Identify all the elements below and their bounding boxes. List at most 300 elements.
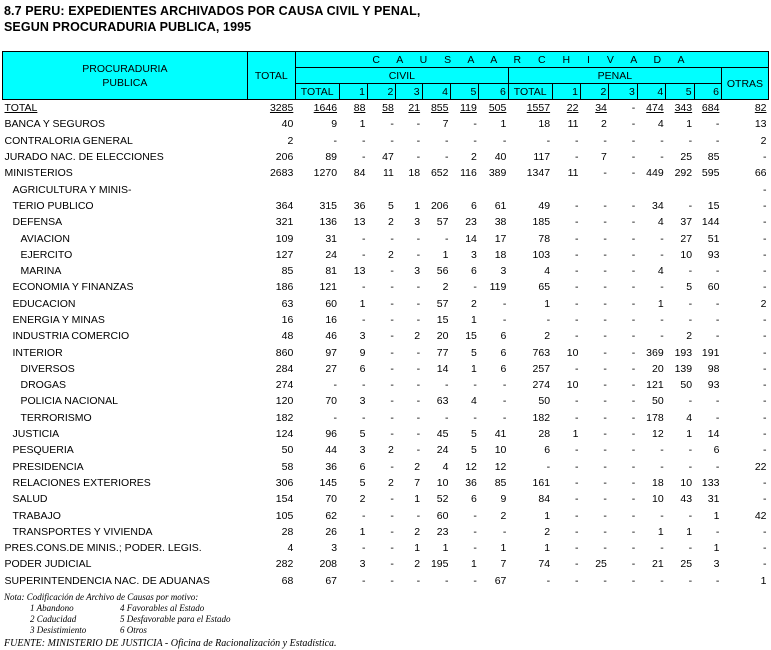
header-otras: OTRAS — [721, 68, 768, 100]
table-cell: 15 — [465, 330, 477, 343]
table-cell: 1 — [359, 297, 366, 310]
table-cell: 82 — [754, 102, 767, 115]
table-cell: - — [631, 232, 636, 245]
table-cell: 206 — [275, 151, 294, 164]
table-cell: - — [416, 509, 421, 522]
table-cell: 2683 — [269, 167, 294, 180]
table-cell: 1 — [657, 525, 664, 538]
table-cell: 193 — [674, 346, 693, 359]
table-cell: - — [763, 216, 767, 229]
table-cell: - — [603, 460, 607, 473]
table-cell: - — [473, 411, 477, 424]
table-cell: 1 — [544, 297, 551, 310]
table-cell: - — [574, 248, 579, 261]
table-cell: 3 — [414, 265, 421, 278]
table-cell: 18 — [538, 118, 551, 131]
table-cell: - — [603, 509, 607, 522]
table-cell: 186 — [275, 281, 294, 294]
table-cell: 58 — [382, 102, 394, 115]
table-cell: 5 — [471, 444, 477, 457]
table-cell: 28 — [281, 525, 294, 538]
table-cell: 321 — [275, 216, 294, 229]
table-cell: - — [416, 444, 421, 457]
table-cell: - — [763, 444, 767, 457]
table-cell: - — [660, 314, 664, 326]
table-cell: 20 — [436, 330, 449, 343]
subheader-cell: 1 — [552, 84, 580, 100]
table-cell: - — [574, 509, 579, 522]
title-line-2: SEGUN PROCURADURIA PUBLICA, 1995 — [4, 20, 252, 34]
table-cell: 11 — [382, 167, 394, 180]
table-cell: - — [763, 199, 767, 212]
table-cell: - — [763, 379, 767, 392]
table-body — [3, 100, 769, 589]
table-cell: 109 — [275, 232, 294, 245]
table-cell: - — [416, 362, 421, 375]
table-cell: 2 — [414, 525, 421, 538]
table-cell: 5 — [359, 428, 366, 441]
table-cell: 10 — [436, 476, 449, 489]
table-cell: - — [688, 314, 693, 326]
table-cell: 67 — [325, 574, 338, 587]
table-cell: 5 — [471, 346, 477, 359]
table-cell: - — [574, 297, 579, 310]
table-cell: - — [688, 134, 693, 147]
table-cell: - — [390, 232, 394, 245]
table-row — [3, 149, 769, 165]
table-cell: 6 — [471, 199, 477, 212]
table-cell — [479, 181, 509, 197]
table-cell: - — [603, 476, 607, 489]
table-row — [3, 410, 769, 426]
row-label: EJERCITO — [20, 248, 73, 261]
table-cell: - — [574, 281, 579, 294]
table-cell: 12 — [652, 428, 664, 441]
table-cell: 97 — [325, 346, 338, 359]
table-cell: - — [603, 525, 607, 538]
header-penal: PENAL — [508, 68, 721, 84]
table-cell: 10 — [566, 379, 579, 392]
table-cell: - — [574, 265, 579, 278]
table-cell: 66 — [754, 167, 767, 180]
table-cell: - — [361, 134, 366, 147]
table-cell: - — [574, 574, 579, 587]
table-cell: - — [361, 411, 366, 424]
table-cell: - — [631, 428, 636, 441]
table-cell: - — [603, 216, 607, 229]
table-cell: 60 — [707, 281, 720, 294]
table-cell: - — [660, 232, 664, 245]
table-cell: - — [546, 460, 551, 473]
table-cell: 1 — [686, 525, 693, 538]
table-cell: 282 — [275, 558, 294, 571]
table-cell: - — [390, 118, 394, 131]
table-cell: 51 — [707, 232, 720, 245]
table-row — [3, 312, 769, 328]
table-cell: - — [390, 346, 394, 359]
table-cell: 70 — [325, 395, 338, 408]
subheader-cell: 4 — [637, 84, 665, 100]
table-cell: 1 — [500, 542, 507, 555]
table-cell: 364 — [275, 199, 294, 212]
table-cell: 6 — [713, 444, 720, 457]
table-cell: 3 — [359, 330, 366, 343]
table-cell: 116 — [460, 167, 477, 180]
table-cell: - — [473, 281, 477, 294]
table-cell: - — [333, 379, 338, 392]
table-cell: - — [763, 428, 767, 441]
table-cell: - — [390, 558, 394, 571]
table-cell: 3 — [359, 444, 366, 457]
table-cell: 93 — [707, 248, 720, 261]
table-cell: 274 — [275, 379, 294, 392]
table-cell: - — [603, 411, 607, 424]
table-cell: 28 — [538, 428, 551, 441]
table-cell — [367, 181, 395, 197]
table-cell: - — [688, 395, 693, 408]
table-cell: - — [546, 574, 551, 587]
table-cell: 56 — [436, 265, 449, 278]
table-cell: 17 — [494, 232, 507, 245]
table-row — [3, 263, 769, 279]
table-cell: - — [763, 330, 767, 343]
table-cell: - — [416, 248, 421, 261]
table-cell: 195 — [430, 558, 449, 571]
table-cell: 85 — [707, 151, 720, 164]
table-cell: 14 — [707, 428, 720, 441]
table-row — [3, 361, 769, 377]
table-cell: - — [631, 362, 636, 375]
table-cell: 2 — [388, 248, 394, 261]
table-cell: - — [763, 411, 767, 424]
table-cell: - — [631, 265, 636, 278]
table-cell: - — [763, 281, 767, 294]
table-cell: - — [660, 248, 664, 261]
table-cell: - — [631, 493, 636, 506]
table-cell: 98 — [707, 362, 720, 375]
table-cell: 6 — [544, 444, 551, 457]
table-cell: 23 — [436, 525, 449, 538]
table-cell: - — [603, 395, 607, 408]
table-cell: 88 — [353, 102, 366, 115]
source-note: FUENTE: MINISTERIO DE JUSTICIA - Oficina de Racionalización y Estadística. — [4, 638, 337, 649]
table-cell: 7 — [414, 476, 421, 489]
table-cell: - — [546, 314, 551, 326]
table-row — [3, 491, 769, 507]
table-cell: 5 — [359, 476, 366, 489]
table-cell: 121 — [646, 379, 664, 392]
table-cell: - — [574, 525, 579, 538]
row-label: TRABAJO — [12, 509, 61, 522]
table-cell: 63 — [436, 395, 449, 408]
table-cell: 684 — [701, 102, 720, 115]
table-cell: 2 — [471, 151, 477, 164]
table-cell: - — [631, 525, 636, 538]
table-cell: 27 — [325, 362, 338, 375]
subheader-cell: 3 — [396, 84, 422, 100]
table-cell: - — [631, 118, 636, 131]
row-label: PESQUERIA — [12, 444, 74, 457]
table-cell: - — [631, 460, 636, 473]
table-cell: 6 — [471, 265, 477, 278]
table-cell: - — [660, 509, 664, 522]
table-cell: 42 — [754, 509, 767, 522]
row-label: PRES.CONS.DE MINIS.; PODER. LEGIS. — [4, 542, 202, 555]
note-code: 6 Otros — [120, 625, 147, 635]
row-label: PODER JUDICIAL — [4, 558, 92, 571]
table-cell: 78 — [538, 232, 551, 245]
row-label: TRANSPORTES Y VIVIENDA — [12, 525, 153, 538]
table-cell: 23 — [465, 216, 477, 229]
table-cell: - — [631, 167, 636, 180]
table-cell: 4 — [657, 118, 664, 131]
row-label: ENERGIA Y MINAS — [12, 314, 105, 326]
table-cell: - — [631, 411, 636, 424]
table-cell: - — [416, 346, 421, 359]
table-cell: 16 — [281, 314, 294, 326]
header-civil: CIVIL — [295, 68, 508, 84]
table-cell: 49 — [538, 199, 551, 212]
table-cell: - — [715, 314, 720, 326]
table-cell: - — [416, 314, 421, 326]
table-row — [3, 133, 769, 149]
table-cell: 1 — [544, 509, 551, 522]
table-cell: 1 — [359, 525, 366, 538]
table-cell: - — [631, 199, 636, 212]
table-cell: 15 — [707, 199, 720, 212]
table-cell — [450, 181, 478, 197]
table-cell: 13 — [353, 216, 366, 229]
table-cell: - — [502, 314, 507, 326]
table-cell: 36 — [325, 460, 338, 473]
table-cell: 48 — [281, 330, 294, 343]
table-cell: - — [603, 199, 607, 212]
table-row — [3, 230, 769, 246]
table-cell: 120 — [275, 395, 294, 408]
row-label: RELACIONES EXTERIORES — [12, 476, 151, 489]
table-cell: - — [361, 248, 366, 261]
table-cell: 2 — [601, 118, 607, 131]
table-cell: 105 — [275, 509, 294, 522]
table-cell: 34 — [595, 102, 607, 115]
row-label: TOTAL — [4, 102, 38, 115]
table-cell: 40 — [281, 118, 294, 131]
table-cell: - — [763, 476, 767, 489]
table-cell: - — [603, 379, 607, 392]
table-cell: - — [715, 460, 720, 473]
table-cell: 6 — [500, 346, 507, 359]
table-cell: 60 — [436, 509, 449, 522]
table-cell: 52 — [436, 493, 449, 506]
table-cell: 306 — [275, 476, 294, 489]
table-cell — [508, 181, 552, 197]
table-cell: - — [502, 379, 507, 392]
table-cell: 2 — [414, 460, 421, 473]
table-cell: 10 — [680, 476, 693, 489]
table-cell: 185 — [532, 216, 551, 229]
table-cell: 25 — [595, 558, 607, 571]
table-cell: 6 — [359, 460, 366, 473]
table-row — [3, 296, 769, 312]
table-cell: 26 — [325, 525, 338, 538]
table-cell: 1 — [471, 362, 477, 375]
table-cell: 89 — [325, 151, 338, 164]
table-cell: - — [763, 151, 767, 164]
table-cell: - — [715, 330, 720, 343]
table-cell: - — [444, 574, 449, 587]
table-cell: 2 — [414, 330, 421, 343]
table-cell: 1 — [500, 118, 507, 131]
table-cell: 21 — [652, 558, 664, 571]
table-cell: 37 — [680, 216, 693, 229]
table-cell: 50 — [538, 395, 551, 408]
table-cell: - — [603, 265, 607, 278]
table-cell: 44 — [325, 444, 338, 457]
table-cell: 12 — [465, 460, 477, 473]
table-cell: 182 — [532, 411, 551, 424]
table-cell: 4 — [287, 542, 294, 555]
table-cell: 2 — [388, 216, 394, 229]
table-cell: 25 — [680, 151, 693, 164]
note-code: 3 Desistimiento — [30, 625, 87, 635]
table-cell: 10 — [680, 248, 693, 261]
table-cell: 191 — [701, 346, 720, 359]
table-cell: 58 — [281, 460, 294, 473]
table-cell: 34 — [652, 199, 664, 212]
table-cell: - — [416, 395, 421, 408]
subheader-cell: 2 — [367, 84, 395, 100]
table-cell: 57 — [436, 216, 449, 229]
table-cell: 1 — [713, 509, 720, 522]
table-cell: - — [502, 297, 507, 310]
table-cell: 3 — [359, 395, 366, 408]
table-cell: 208 — [319, 558, 338, 571]
table-cell: 3 — [500, 265, 507, 278]
table-cell: 2 — [500, 509, 507, 522]
table-cell: - — [715, 134, 720, 147]
subheader-cell: TOTAL — [295, 84, 339, 100]
table-cell: 70 — [325, 493, 338, 506]
row-label: SALUD — [12, 493, 48, 506]
table-cell: 3 — [414, 216, 421, 229]
table-cell — [396, 181, 422, 197]
table-row — [3, 556, 769, 572]
table-cell: - — [574, 362, 579, 375]
table-cell: 315 — [319, 199, 338, 212]
row-label: INDUSTRIA COMERCIO — [12, 330, 130, 343]
table-cell: - — [390, 134, 394, 147]
table-cell: - — [390, 281, 394, 294]
table-cell: - — [416, 134, 421, 147]
table-cell: - — [763, 314, 767, 326]
table-row — [3, 524, 769, 540]
table-cell: - — [502, 395, 507, 408]
table-cell: - — [603, 428, 607, 441]
table-cell: - — [715, 525, 720, 538]
table-cell: - — [473, 509, 477, 522]
table-cell: - — [416, 379, 421, 392]
table-cell — [637, 181, 665, 197]
table-cell: 1 — [442, 542, 449, 555]
table-cell: 60 — [325, 297, 338, 310]
subheader-cell: 5 — [666, 84, 694, 100]
table-cell: 389 — [488, 167, 507, 180]
table-cell: - — [390, 379, 394, 392]
table-cell: 1 — [686, 118, 693, 131]
table-cell — [247, 181, 295, 197]
table-cell: 36 — [465, 476, 477, 489]
table-cell: 121 — [319, 281, 338, 294]
table-cell: 36 — [353, 199, 366, 212]
table-cell: 84 — [538, 493, 551, 506]
table-cell: 343 — [674, 102, 693, 115]
table-cell: - — [688, 542, 693, 555]
table-cell: - — [473, 134, 477, 147]
table-cell: 24 — [325, 248, 338, 261]
table-cell: 4 — [442, 460, 449, 473]
table-cell: 2 — [760, 134, 767, 147]
table-cell: - — [603, 493, 607, 506]
table-cell: 4 — [686, 411, 693, 424]
table-cell: - — [473, 574, 477, 587]
table-cell: - — [444, 134, 449, 147]
note-code: 1 Abandono — [30, 603, 74, 613]
table-cell: 9 — [500, 493, 507, 506]
table-cell: 84 — [353, 167, 366, 180]
table-cell: 6 — [471, 493, 477, 506]
table-cell: - — [574, 493, 579, 506]
table-cell: - — [416, 151, 421, 164]
table-cell: 13 — [353, 265, 366, 278]
table-cell: 93 — [707, 379, 720, 392]
table-cell: 855 — [430, 102, 449, 115]
table-cell: 5 — [388, 199, 394, 212]
table-cell: - — [631, 151, 636, 164]
table-cell: 24 — [436, 444, 449, 457]
table-cell: - — [333, 134, 338, 147]
table-cell: - — [715, 411, 720, 424]
table-cell: 40 — [494, 151, 507, 164]
subheader-cell: 1 — [339, 84, 367, 100]
table-cell: 25 — [680, 558, 693, 571]
table-cell: - — [631, 297, 636, 310]
table-cell: - — [390, 428, 394, 441]
table-cell: 9 — [331, 118, 338, 131]
table-cell: - — [631, 574, 636, 587]
table-cell: 1 — [760, 574, 767, 587]
table-cell: - — [763, 525, 767, 538]
table-cell: - — [603, 167, 607, 180]
table-cell: - — [688, 574, 693, 587]
table-cell: - — [631, 216, 636, 229]
table-cell: 85 — [281, 265, 294, 278]
subheader-cell: 6 — [479, 84, 509, 100]
table-cell: - — [502, 411, 507, 424]
table-cell: 860 — [275, 346, 294, 359]
subheader-cell: 5 — [450, 84, 478, 100]
table-cell: 1 — [544, 542, 551, 555]
table-cell: 43 — [680, 493, 693, 506]
table-cell: - — [390, 460, 394, 473]
table-cell: 16 — [325, 314, 338, 326]
table-cell — [295, 181, 339, 197]
table-row — [3, 214, 769, 230]
table-cell: - — [574, 444, 579, 457]
page-title — [4, 3, 420, 35]
table-cell: 14 — [465, 232, 477, 245]
table-cell: 61 — [494, 199, 507, 212]
table-cell: 74 — [538, 558, 551, 571]
